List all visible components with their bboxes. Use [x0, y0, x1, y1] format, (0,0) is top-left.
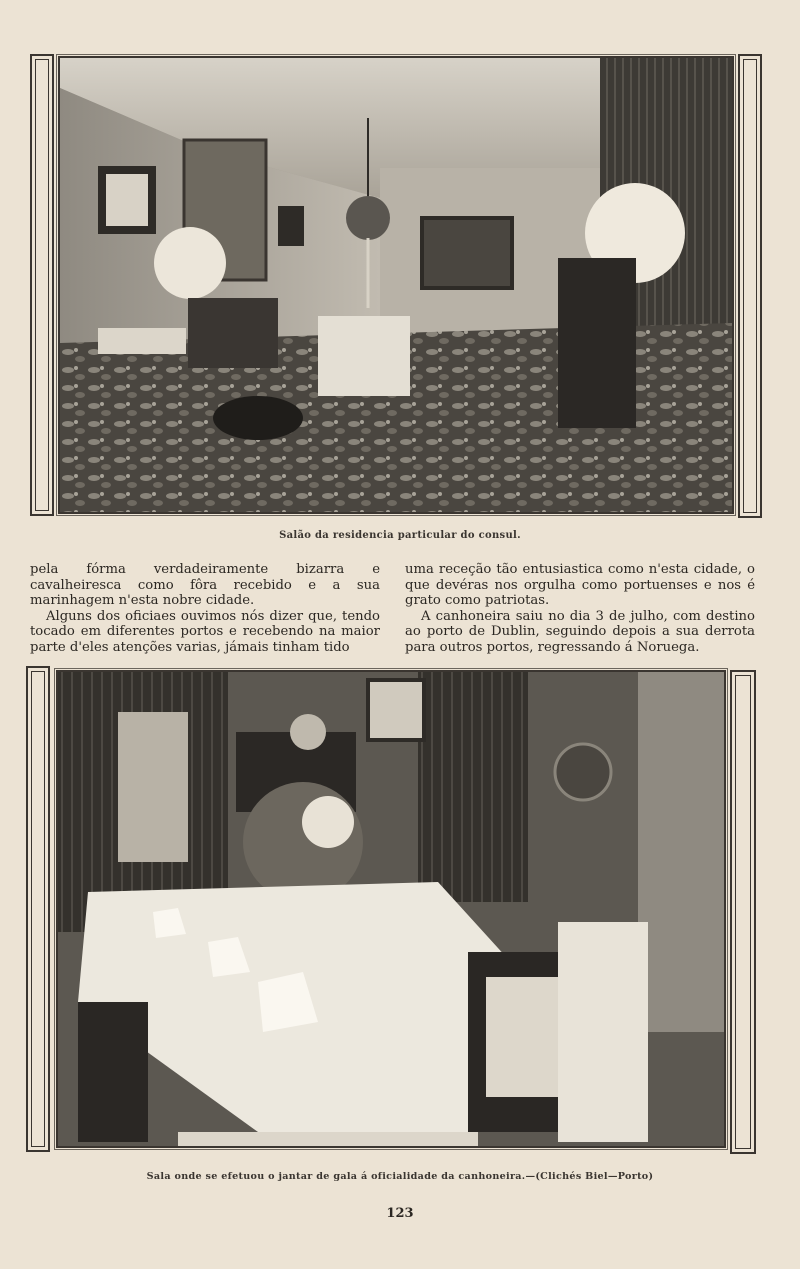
right-ornament-bar-top — [738, 54, 762, 518]
right-ornament-bar-bottom — [730, 670, 756, 1154]
left-ornament-bar-top — [30, 54, 54, 516]
right-paragraph-1: uma receção tão entusiastica como n'esta cidade, o que devéras nos orgulha como portuenses e nos é grato como patriotas. — [405, 562, 755, 609]
figure-1-caption: Salão da residencia particular do consul. — [279, 530, 521, 541]
article-right-column — [405, 562, 755, 656]
right-paragraph-2: A canhoneira saiu no dia 3 de julho, com destino ao porto de Dublin, seguindo depois a sua derrota para outros portos, regressando á Noruega. — [405, 608, 755, 655]
left-ornament-bar-bottom — [26, 666, 50, 1152]
page-number: 123 — [386, 1206, 414, 1221]
figure-2-caption: Sala onde se efetuou o jantar de gala á oficialidade da canhoneira.—(Clichés Biel—Porto) — [146, 1171, 654, 1182]
left-paragraph-2: Alguns dos oficiaes ouvimos nós dizer que, tendo tocado em diferentes portos e recebendo na maior parte d'eles atenções varias, jámais tinham tido — [30, 608, 380, 655]
left-paragraph-1: pela fórma verdadeiramente bizarra e cavalheiresca como fôra recebido e a sua marinhagem n'esta nobre cidade. — [30, 562, 380, 609]
article-left-column — [30, 562, 380, 656]
salon-photograph — [58, 56, 734, 514]
banquet-photograph — [56, 670, 726, 1148]
